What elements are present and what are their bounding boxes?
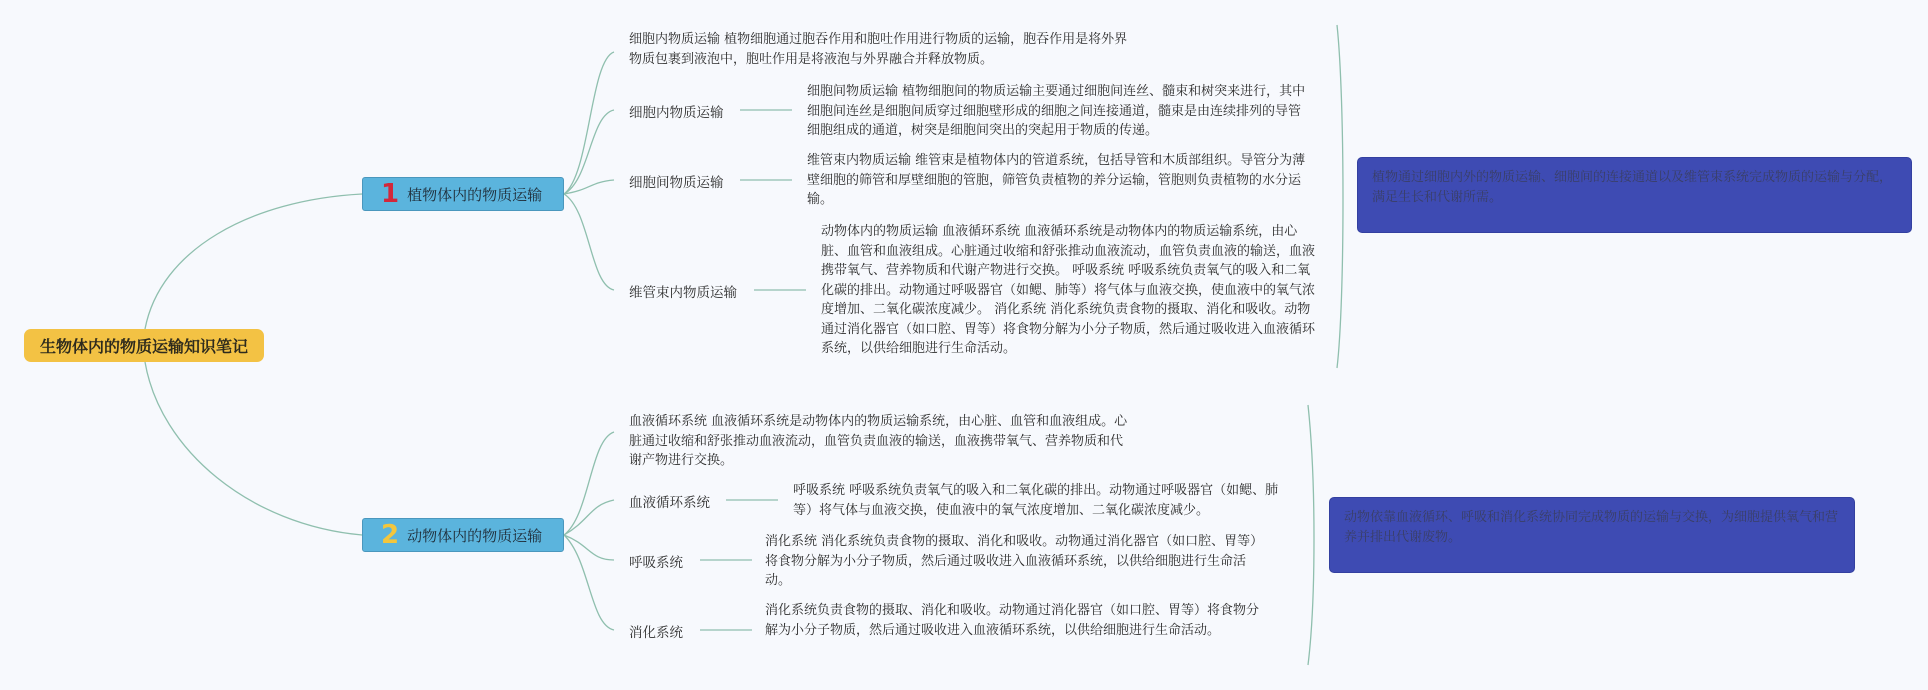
subtopic-label[interactable]: 细胞间物质运输 — [629, 175, 724, 191]
root-label: 生物体内的物质运输知识笔记 — [39, 337, 248, 356]
link-t2-top — [564, 432, 614, 535]
topic-node-animal[interactable] — [362, 518, 564, 552]
topic-node-plant[interactable] — [362, 177, 564, 211]
topic-number-1: 1 — [381, 179, 400, 209]
subtopic-label[interactable]: 消化系统 — [629, 625, 683, 641]
subtopic-label[interactable]: 呼吸系统 — [629, 555, 683, 571]
link-t2-c3 — [564, 535, 614, 630]
link-t1-c3 — [564, 194, 614, 290]
subtopic-text[interactable]: 细胞内物质运输 植物细胞通过胞吞作用和胞吐作用进行物质的运输，胞吞作用是将外界物质包裹到液泡中，胞吐作用是将液泡与外界融合并释放物质。 — [629, 32, 1128, 67]
topic-number-2: 2 — [381, 520, 400, 550]
detail-text[interactable]: 消化系统负责食物的摄取、消化和吸收。动物通过消化器官（如口腔、胃等）将食物分解为小分子物质，然后通过吸收进入血液循环系统，以供给细胞进行生命活动。 — [765, 603, 1260, 638]
detail-text[interactable]: 消化系统 消化系统负责食物的摄取、消化和吸收。动物通过消化器官（如口腔、胃等）将食物分解为小分子物质，然后通过吸收进入血液循环系统，以供给细胞进行生命活动。 — [765, 534, 1264, 588]
root-node[interactable] — [24, 329, 264, 362]
subtopic-text[interactable]: 血液循环系统 血液循环系统是动物体内的物质运输系统，由心脏、血管和血液组成。心脏通过收缩和舒张推动血液流动，血管负责血液的输送，血液携带氧气、营养物质和代谢产物进行交换。 — [629, 414, 1128, 468]
link-root-topic-1 — [145, 194, 362, 329]
detail-text[interactable]: 动物体内的物质运输 血液循环系统 血液循环系统是动物体内的物质运输系统，由心脏、血管和血液组成。心脏通过收缩和舒张推动血液流动，血管负责血液的输送，血液携带氧气、营养物质和代谢产物进行交换。 呼吸系统 呼吸系统负责氧气的吸入和二氧化碳的排出。动物通过呼吸器官（如鳃、肺等）将气体与血液交换，使血液中的氧气浓度增加、二氧化碳浓度减少。 消化系统 消化系统负责食物的摄取、消化和吸收。动物通过消化器官（如口腔、胃等）将食物分解为小分子物质，然后通过吸收进入血液循环系统，以供给细胞进行生命活动。 — [821, 224, 1316, 356]
summary-box[interactable]: 动物依靠血液循环、呼吸和消化系统协同完成物质的运输与交换，为细胞提供氧气和营养并排出代谢废物。 — [1329, 497, 1855, 573]
detail-text[interactable]: 细胞间物质运输 植物细胞间的物质运输主要通过细胞间连丝、髓束和树突来进行，其中细胞间连丝是细胞间质穿过细胞壁形成的细胞之间连接通道，髓束是由连续排列的导管细胞组成的通道，树突是细胞间突出的突起用于物质的传递。 — [807, 84, 1306, 138]
subtopic-label[interactable]: 细胞内物质运输 — [629, 105, 724, 121]
detail-text[interactable]: 呼吸系统 呼吸系统负责氧气的吸入和二氧化碳的排出。动物通过呼吸器官（如鳃、肺等）将气体与血液交换，使血液中的氧气浓度增加、二氧化碳浓度减少。 — [793, 483, 1279, 518]
link-t2-c1 — [564, 500, 614, 535]
summary-bracket-1 — [1337, 25, 1343, 368]
topic-label: 动物体内的物质运输 — [407, 526, 543, 545]
summary-box[interactable]: 植物通过细胞内外的物质运输、细胞间的连接通道以及维管束系统完成物质的运输与分配，满足生长和代谢所需。 — [1357, 157, 1912, 233]
subtopic-label[interactable]: 血液循环系统 — [629, 495, 710, 511]
link-root-topic-2 — [145, 362, 362, 535]
topic-label: 植物体内的物质运输 — [407, 185, 543, 204]
link-t1-top — [564, 52, 614, 194]
link-t2-c2 — [564, 535, 614, 560]
summary-bracket-2 — [1308, 405, 1314, 665]
detail-text[interactable]: 维管束内物质运输 维管束是植物体内的管道系统，包括导管和木质部组织。导管分为薄壁细胞的筛管和厚壁细胞的管胞，筛管负责植物的养分运输，管胞则负责植物的水分运输。 — [807, 153, 1306, 207]
subtopic-label[interactable]: 维管束内物质运输 — [629, 285, 737, 301]
